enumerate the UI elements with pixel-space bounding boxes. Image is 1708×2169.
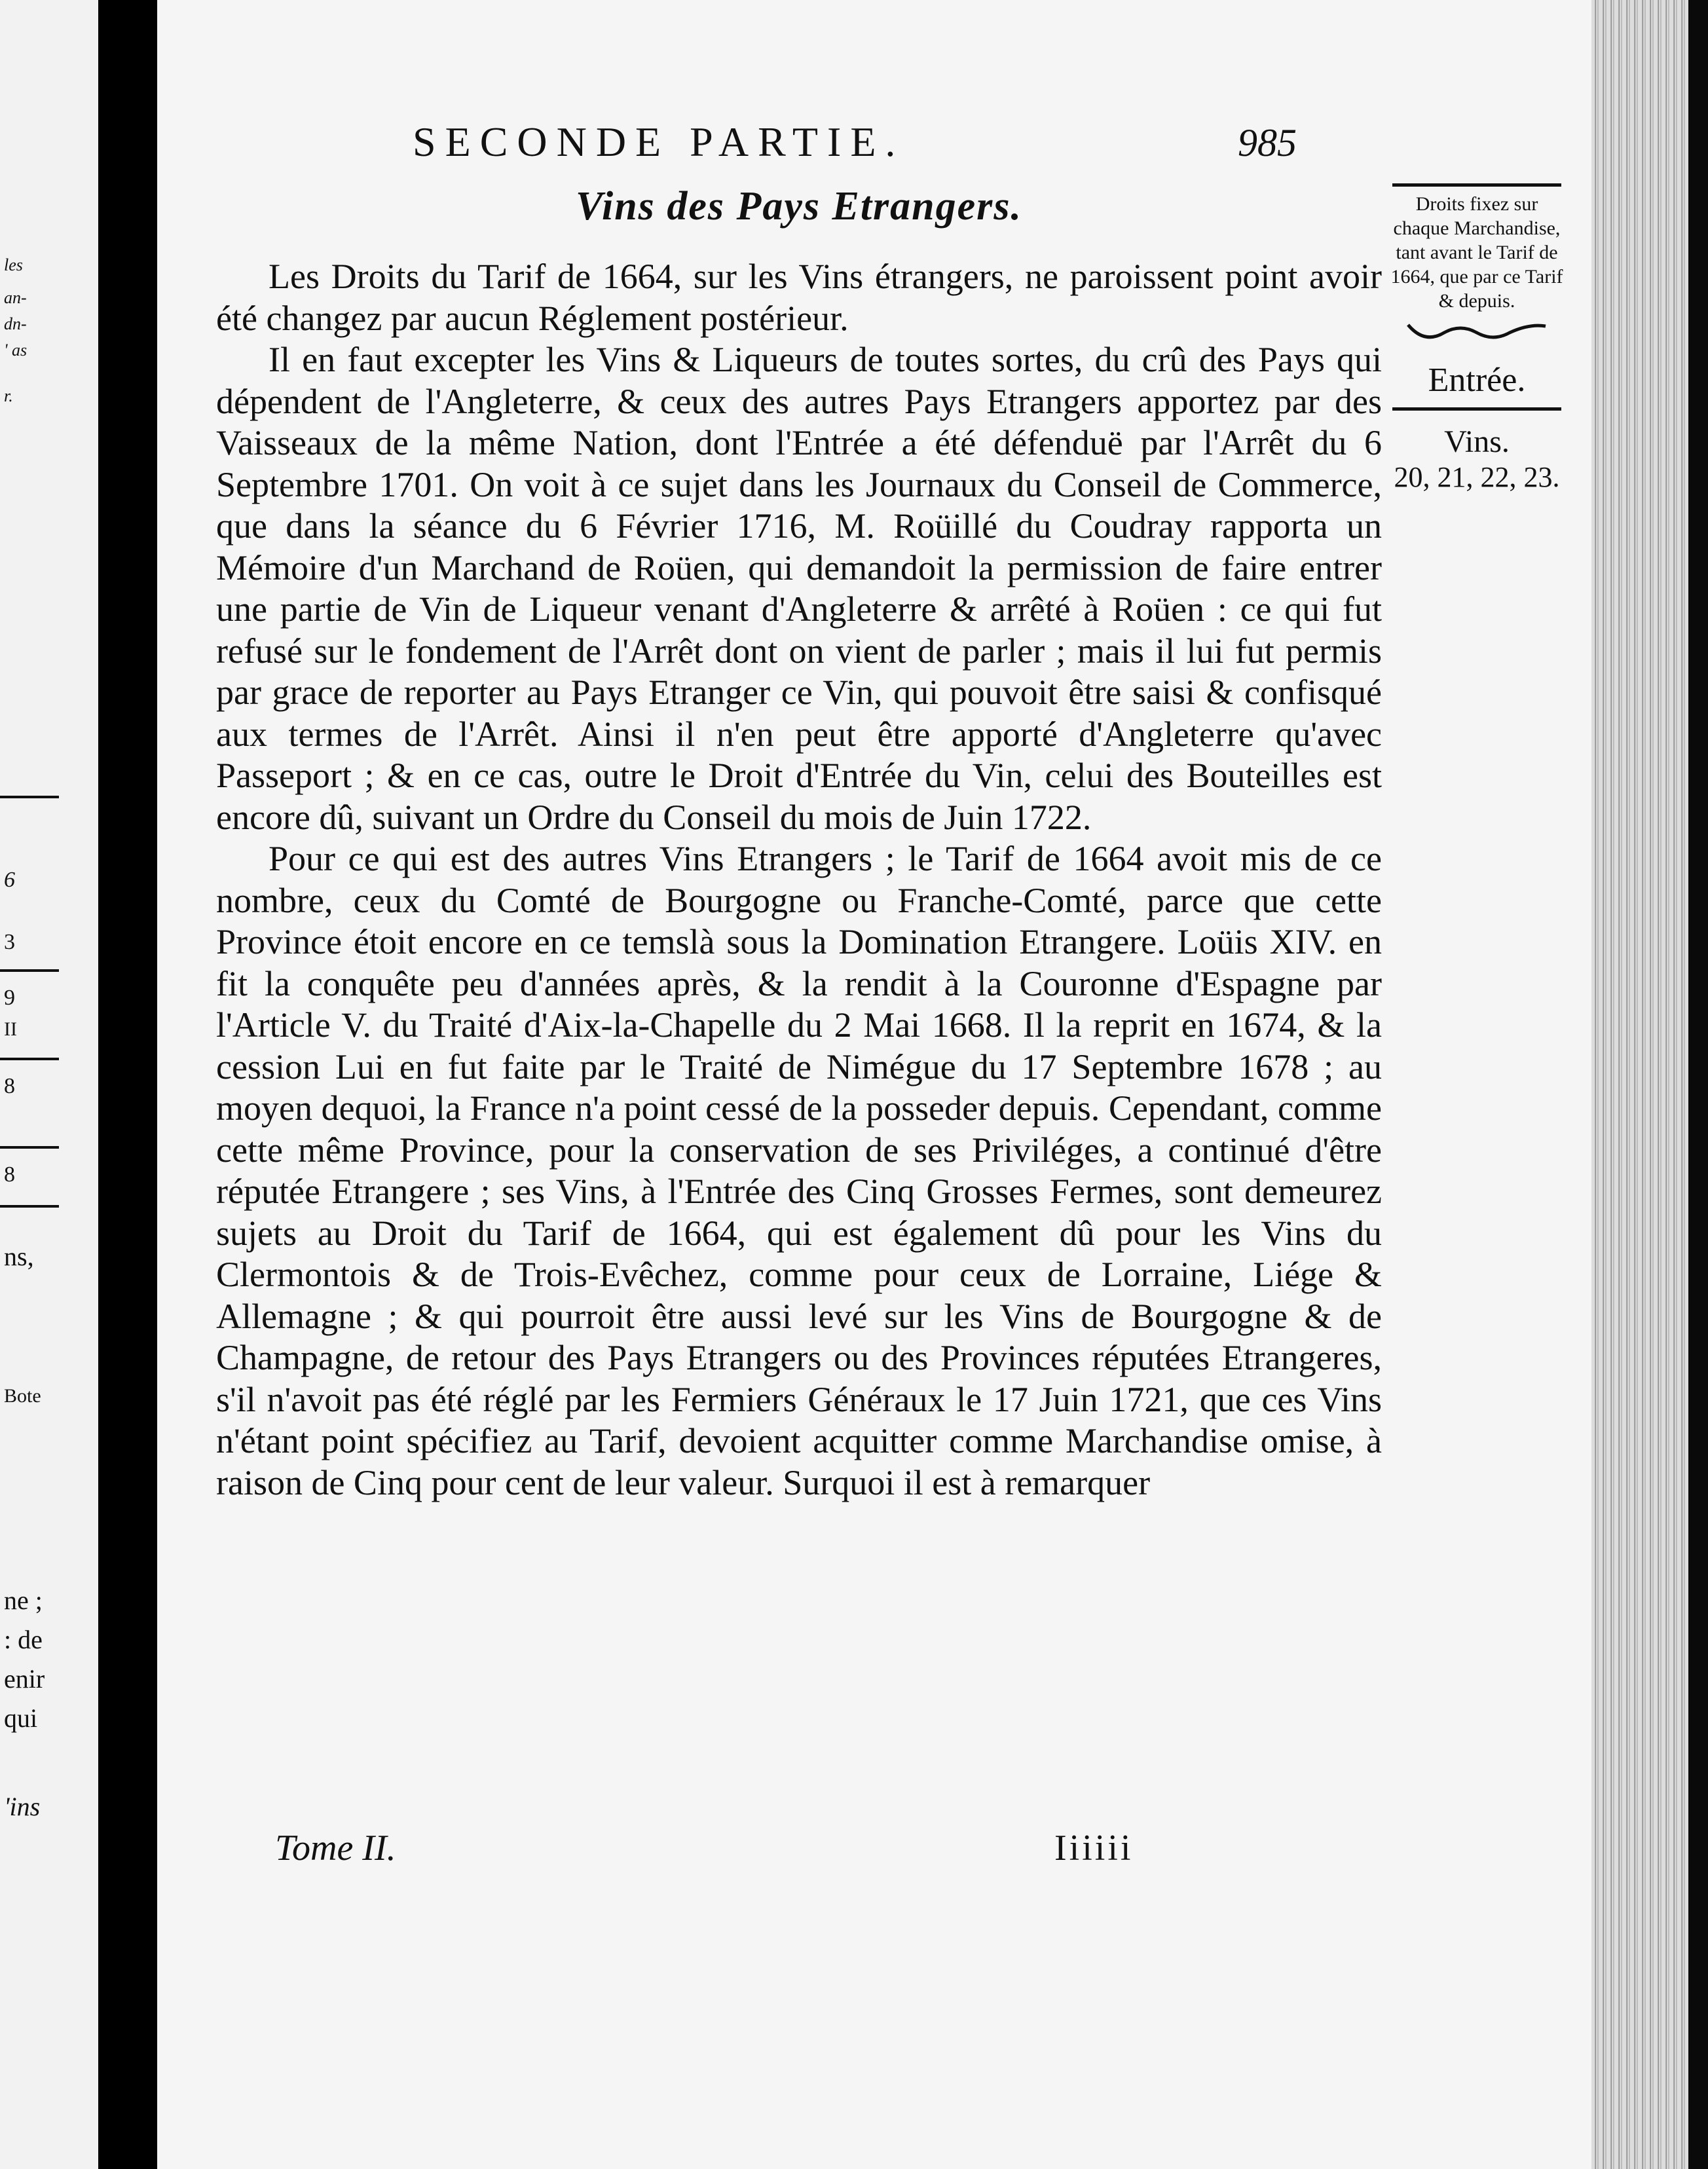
prev-fragment: r. [4,386,13,405]
margin-category: Vins. [1444,424,1510,459]
paragraph: Pour ce qui est des autres Vins Etrangers ; le Tarif de 1664 avoit mis de ce nombre, ceux du Comté de Bourgogne ou Franche-Comté, parce que cette Province étoit encore en ce temslà sous la Domination Etrangere. Loüis XIV. en fit la conquête peu d'années après, & la rendit à la Couronne d'Espagne par l'Article V. du Traité d'Aix-la-Chapelle du 2 Mai 1668. Il la reprit en 1674, & la cession Lui en fut faite par le Traité de Nimégue du 17 Septembre 1678 ; au moyen dequoi, la France n'a point cessé de la posseder depuis. Cependant, comme cette même Province, pour la conservation de ses Priviléges, a continué d'être réputée Etrangere ; ses Vins, à l'Entrée des Cinq Grosses Fermes, sont demeurez sujets au Droit du Tarif de 1664, qui est également dû pour les Vins du Clermontois & de Trois-Evêchez, comme pour ceux de Lorraine, Liége & Allemagne ; & qui pourroit être aussi levé sur les Vins de Bourgogne & de Champagne, de retour des Pays Etrangers ou des Provinces réputées Etrangeres, s'il n'avoit pas été réglé par les Fermiers Généraux le 17 Juin 1721, que ces Vins n'étant point spécifiez au Tarif, devoient acquitter comme Marchandise omise, à raison de Cinq pour cent de leur valeur. Surquoi il est à remarquer [216,839,1382,1502]
prev-rule [0,1205,59,1208]
prev-fragment: qui [4,1703,38,1733]
page-stack-edge [1591,0,1708,2169]
signature-mark: Iiiiii [1054,1828,1134,1868]
prev-fragment: Bote [4,1385,41,1407]
volume-label: Tome II. [275,1828,396,1868]
prev-fragment: 8 [4,1162,15,1187]
prev-fragment: 3 [4,930,15,954]
ornament-icon [1388,318,1565,348]
prev-rule [0,1058,59,1060]
prev-fragment: les [4,255,23,274]
prev-fragment: ' as [4,341,28,360]
running-head [216,118,1382,183]
running-title: SECONDE PARTIE. [413,119,905,165]
main-text-column [216,118,1382,1504]
margin-note [1388,183,1565,495]
previous-page-edge [0,0,98,2169]
paragraph: Les Droits du Tarif de 1664, sur les Vins étrangers, ne paroissent point avoir été changez par aucun Réglement postérieur. [216,257,1382,338]
prev-fragment: : de [4,1625,43,1654]
page-footer [216,1827,1382,1880]
prev-fragment: dn- [4,314,27,333]
page-number: 985 [1238,121,1297,164]
prev-rule [0,796,59,798]
prev-fragment: ne ; [4,1585,43,1615]
prev-fragment: 'ins [4,1792,41,1821]
book-gutter [98,0,157,2169]
prev-fragment: ns, [4,1242,34,1271]
book-page [157,0,1591,2169]
prev-rule [0,969,59,972]
prev-fragment: 9 [4,986,15,1010]
margin-rule [1392,407,1561,411]
section-title: Vins des Pays Etrangers. [576,184,1022,229]
margin-heading: Entrée. [1428,362,1526,399]
prev-fragment: an- [4,288,27,307]
margin-note-text: Droits fixez sur chaque Marchandise, tant avant le Tarif de 1664, que par ce Tarif & depuis. [1390,193,1563,312]
prev-fragment: 8 [4,1074,15,1098]
prev-rule [0,1146,59,1149]
paragraph: Il en faut excepter les Vins & Liqueurs de toutes sortes, du crû des Pays qui dépendent de l'Angleterre, & ceux des autres Pays Etrangers apportez par des Vaisseaux de la même Nation, dont l'Entrée a été défenduë par l'Arrêt du 6 Septembre 1701. On voit à ce sujet dans les Journaux du Conseil de Commerce, que dans la séance du 6 Février 1716, M. Roüillé du Coudray rapporta un Mémoire d'un Marchand de Roüen, qui demandoit la permission de faire entrer une partie de Vin de Liqueur venant d'Angleterre & arrêté à Roüen : ce qui fut refusé sur le fondement de l'Arrêt dont on vient de parler ; mais il lui fut permis par grace de reporter au Pays Etranger ce Vin, qui pouvoit être saisi & confisqué aux termes de l'Arrêt. Ainsi il n'en peut être apporté d'Angleterre qu'avec Passeport ; & en ce cas, outre le Droit d'Entrée du Vin, celui des Bouteilles est encore dû, suivant un Ordre du Conseil du mois de Juin 1722. [216,340,1382,837]
margin-rule [1392,183,1561,187]
prev-fragment: 6 [4,868,15,892]
prev-fragment: II [4,1018,17,1040]
margin-references: 20, 21, 22, 23. [1394,461,1560,493]
prev-fragment: enir [4,1664,45,1694]
